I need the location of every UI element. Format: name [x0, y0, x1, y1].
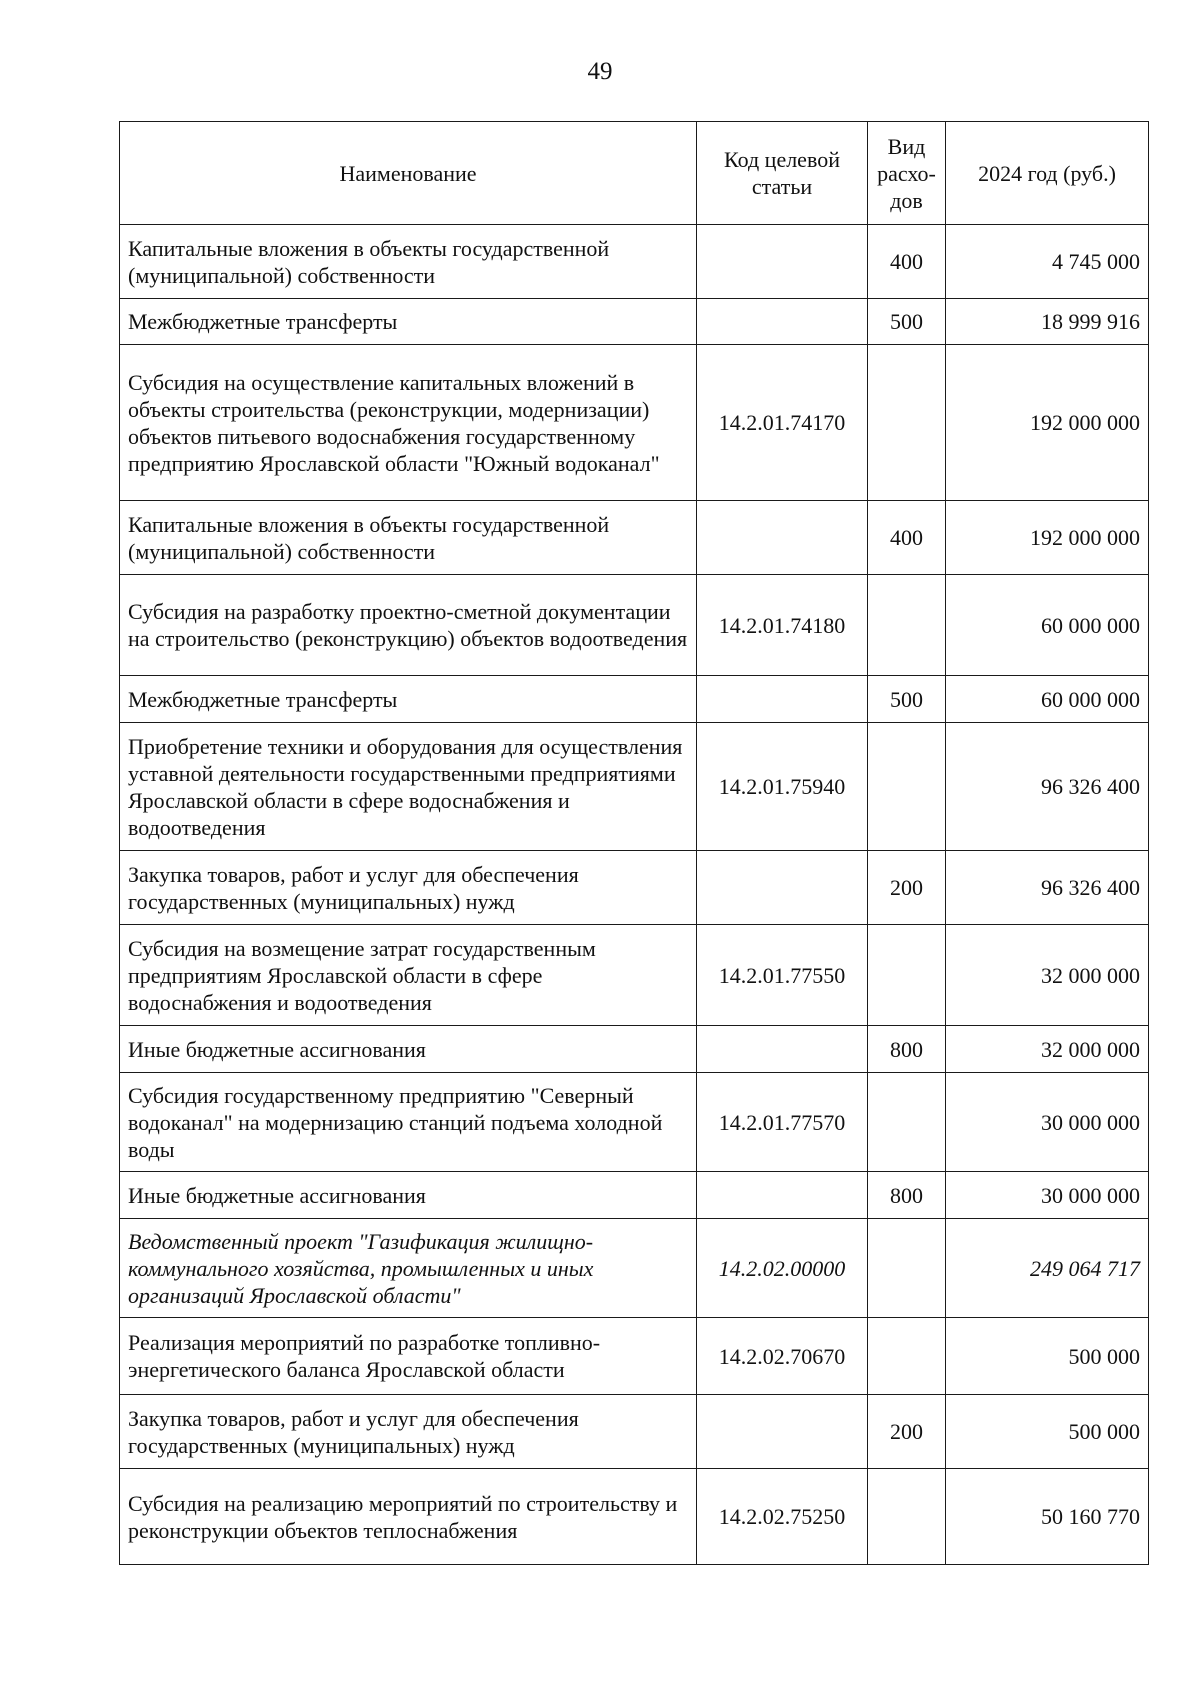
row-type: 200 [868, 851, 946, 925]
row-code [697, 851, 868, 925]
table-row [120, 501, 1149, 575]
row-name: Приобретение техники и оборудования для осуществления уставной деятельности государственными предприятиями Ярославской области в сфере водоснабжения и водоотведения [120, 723, 697, 851]
row-name: Ведомственный проект "Газификация жилищно-коммунального хозяйства, промышленных и иных организаций Ярославской области" [120, 1219, 697, 1318]
table-row [120, 299, 1149, 345]
row-amount: 32 000 000 [946, 1026, 1149, 1073]
row-amount: 4 745 000 [946, 225, 1149, 299]
row-amount: 30 000 000 [946, 1172, 1149, 1219]
budget-table [119, 121, 1149, 1565]
table-body [120, 225, 1149, 1565]
header-code: Код целевой статьи [697, 122, 868, 225]
table-row [120, 1026, 1149, 1073]
table-row [120, 676, 1149, 723]
row-type: 200 [868, 1395, 946, 1469]
row-type [868, 575, 946, 676]
row-type [868, 1318, 946, 1395]
row-name: Субсидия на разработку проектно-сметной документации на строительство (реконструкцию) объектов водоотведения [120, 575, 697, 676]
row-code: 14.2.01.75940 [697, 723, 868, 851]
table-row-project [120, 1219, 1149, 1318]
row-amount: 96 326 400 [946, 723, 1149, 851]
row-name: Капитальные вложения в объекты государственной (муниципальной) собственности [120, 501, 697, 575]
page-number: 49 [587, 58, 613, 85]
row-code [697, 1395, 868, 1469]
row-type: 400 [868, 225, 946, 299]
row-name: Реализация мероприятий по разработке топливно-энергетического баланса Ярославской области [120, 1318, 697, 1395]
row-code: 14.2.01.74170 [697, 345, 868, 501]
row-name: Иные бюджетные ассигнования [120, 1172, 697, 1219]
row-name: Иные бюджетные ассигнования [120, 1026, 697, 1073]
row-amount: 249 064 717 [946, 1219, 1149, 1318]
header-type: Вид расхо-дов [868, 122, 946, 225]
row-amount: 96 326 400 [946, 851, 1149, 925]
row-name: Субсидия на возмещение затрат государственным предприятиям Ярославской области в сфере водоснабжения и водоотведения [120, 925, 697, 1026]
row-amount: 500 000 [946, 1395, 1149, 1469]
row-amount: 30 000 000 [946, 1073, 1149, 1172]
row-amount: 60 000 000 [946, 676, 1149, 723]
row-code: 14.2.01.77550 [697, 925, 868, 1026]
row-type: 800 [868, 1026, 946, 1073]
row-type: 800 [868, 1172, 946, 1219]
table-row [120, 345, 1149, 501]
row-amount: 192 000 000 [946, 345, 1149, 501]
row-code: 14.2.02.70670 [697, 1318, 868, 1395]
table-row [120, 1318, 1149, 1395]
row-type: 500 [868, 676, 946, 723]
row-amount: 192 000 000 [946, 501, 1149, 575]
row-type [868, 925, 946, 1026]
row-name: Капитальные вложения в объекты государственной (муниципальной) собственности [120, 225, 697, 299]
row-code [697, 225, 868, 299]
table-row [120, 1395, 1149, 1469]
row-amount: 18 999 916 [946, 299, 1149, 345]
row-amount: 32 000 000 [946, 925, 1149, 1026]
row-code: 14.2.01.74180 [697, 575, 868, 676]
row-name: Межбюджетные трансферты [120, 676, 697, 723]
table-row [120, 1172, 1149, 1219]
row-code [697, 676, 868, 723]
table-header-row [120, 122, 1149, 225]
row-type [868, 723, 946, 851]
row-amount: 500 000 [946, 1318, 1149, 1395]
row-name: Межбюджетные трансферты [120, 299, 697, 345]
header-amount: 2024 год (руб.) [946, 122, 1149, 225]
row-name: Субсидия на осуществление капитальных вложений в объекты строительства (реконструкции, модернизации) объектов питьевого водоснабжения государственному предприятию Ярославской области "Южный водоканал" [120, 345, 697, 501]
row-code [697, 501, 868, 575]
row-code: 14.2.02.00000 [697, 1219, 868, 1318]
row-type [868, 345, 946, 501]
row-code [697, 299, 868, 345]
table-row [120, 723, 1149, 851]
row-code: 14.2.01.77570 [697, 1073, 868, 1172]
table-row [120, 575, 1149, 676]
table-row [120, 1469, 1149, 1565]
row-name: Субсидия государственному предприятию "Северный водоканал" на модернизацию станций подъема холодной воды [120, 1073, 697, 1172]
row-type: 500 [868, 299, 946, 345]
row-code: 14.2.02.75250 [697, 1469, 868, 1565]
row-code [697, 1172, 868, 1219]
row-name: Закупка товаров, работ и услуг для обеспечения государственных (муниципальных) нужд [120, 851, 697, 925]
row-name: Субсидия на реализацию мероприятий по строительству и реконструкции объектов теплоснабжения [120, 1469, 697, 1565]
table-row [120, 925, 1149, 1026]
header-name: Наименование [120, 122, 697, 225]
row-amount: 50 160 770 [946, 1469, 1149, 1565]
table-row [120, 1073, 1149, 1172]
row-type [868, 1219, 946, 1318]
row-code [697, 1026, 868, 1073]
table-row [120, 851, 1149, 925]
table-row [120, 225, 1149, 299]
row-type: 400 [868, 501, 946, 575]
row-name: Закупка товаров, работ и услуг для обеспечения государственных (муниципальных) нужд [120, 1395, 697, 1469]
row-type [868, 1073, 946, 1172]
row-type [868, 1469, 946, 1565]
row-amount: 60 000 000 [946, 575, 1149, 676]
